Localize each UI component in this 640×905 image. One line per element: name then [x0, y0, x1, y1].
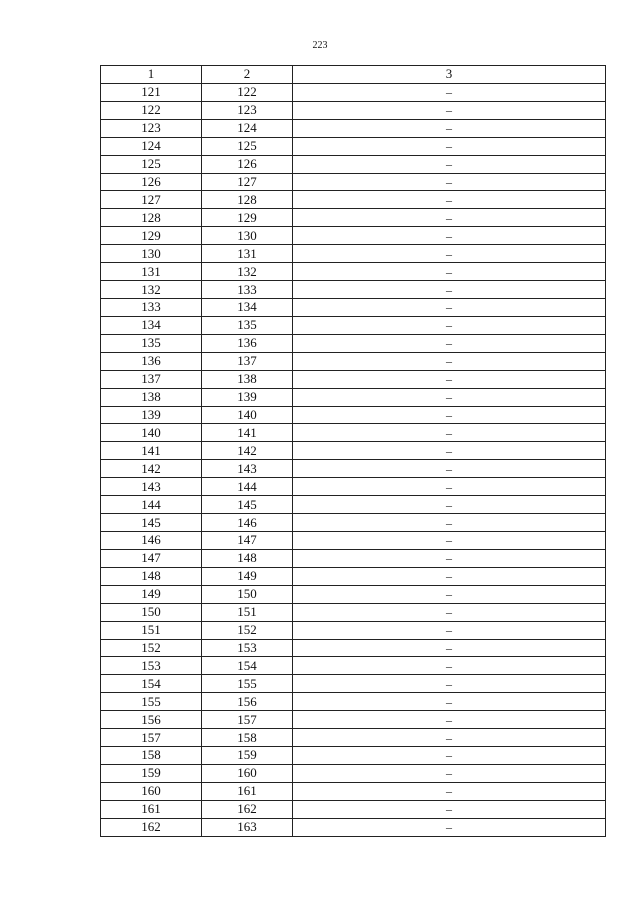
- table-cell: 150: [202, 585, 293, 603]
- table-cell: 156: [202, 693, 293, 711]
- table-cell: 130: [202, 227, 293, 245]
- table-cell: 131: [202, 245, 293, 263]
- table-row: [101, 137, 606, 155]
- column-header: 3: [293, 66, 606, 84]
- table-row: [101, 460, 606, 478]
- table-body: [101, 83, 606, 836]
- table-cell: –: [293, 711, 606, 729]
- table-row: [101, 316, 606, 334]
- table-row: [101, 818, 606, 836]
- table-cell: 152: [202, 621, 293, 639]
- table-cell: 158: [202, 729, 293, 747]
- table-cell: 129: [202, 209, 293, 227]
- table-cell: –: [293, 782, 606, 800]
- table-cell: 143: [101, 478, 202, 496]
- table-row: [101, 101, 606, 119]
- table-cell: –: [293, 424, 606, 442]
- table-row: [101, 639, 606, 657]
- table-cell: 140: [202, 406, 293, 424]
- table-cell: –: [293, 334, 606, 352]
- table-cell: –: [293, 496, 606, 514]
- table-row: [101, 173, 606, 191]
- table-cell: 133: [101, 298, 202, 316]
- table-cell: 145: [202, 496, 293, 514]
- table-cell: –: [293, 531, 606, 549]
- table-cell: 142: [202, 442, 293, 460]
- table-row: [101, 621, 606, 639]
- table-row: [101, 711, 606, 729]
- table-cell: 160: [202, 764, 293, 782]
- table-cell: –: [293, 603, 606, 621]
- table-cell: 135: [101, 334, 202, 352]
- table-row: [101, 209, 606, 227]
- table-row: [101, 729, 606, 747]
- table-row: [101, 514, 606, 532]
- table-cell: 141: [202, 424, 293, 442]
- table-cell: 151: [202, 603, 293, 621]
- table-cell: –: [293, 352, 606, 370]
- table-cell: 161: [101, 800, 202, 818]
- table-cell: 126: [202, 155, 293, 173]
- table-cell: 138: [202, 370, 293, 388]
- table-cell: 133: [202, 281, 293, 299]
- table-cell: 148: [202, 549, 293, 567]
- table-cell: –: [293, 747, 606, 765]
- table-cell: 125: [202, 137, 293, 155]
- table-cell: 159: [101, 764, 202, 782]
- table-row: [101, 747, 606, 765]
- table-cell: 135: [202, 316, 293, 334]
- table-cell: –: [293, 729, 606, 747]
- table-row: [101, 478, 606, 496]
- table-row: [101, 83, 606, 101]
- table-row: [101, 549, 606, 567]
- table-row: [101, 764, 606, 782]
- table-cell: –: [293, 675, 606, 693]
- table-cell: 149: [101, 585, 202, 603]
- table-row: [101, 388, 606, 406]
- table-cell: 142: [101, 460, 202, 478]
- table-cell: 122: [202, 83, 293, 101]
- table-row: [101, 800, 606, 818]
- table-cell: –: [293, 621, 606, 639]
- table-cell: –: [293, 209, 606, 227]
- table-cell: 149: [202, 567, 293, 585]
- table-row: [101, 406, 606, 424]
- column-header: 1: [101, 66, 202, 84]
- table-cell: 144: [202, 478, 293, 496]
- table-cell: 163: [202, 818, 293, 836]
- table-row: [101, 693, 606, 711]
- table-cell: 156: [101, 711, 202, 729]
- table-cell: 139: [101, 406, 202, 424]
- table-cell: –: [293, 818, 606, 836]
- table-cell: 145: [101, 514, 202, 532]
- table-cell: 155: [101, 693, 202, 711]
- table-cell: 128: [101, 209, 202, 227]
- table-cell: 138: [101, 388, 202, 406]
- table-cell: –: [293, 316, 606, 334]
- table-cell: –: [293, 388, 606, 406]
- table-cell: 155: [202, 675, 293, 693]
- table-row: [101, 263, 606, 281]
- table-cell: 127: [202, 173, 293, 191]
- page-number: 223: [312, 40, 328, 51]
- table-cell: 154: [202, 657, 293, 675]
- table-row: [101, 334, 606, 352]
- table-cell: 130: [101, 245, 202, 263]
- table-cell: –: [293, 442, 606, 460]
- table-cell: 162: [202, 800, 293, 818]
- table-cell: –: [293, 281, 606, 299]
- table-row: [101, 567, 606, 585]
- table-row: [101, 281, 606, 299]
- table-row: [101, 585, 606, 603]
- table-cell: –: [293, 101, 606, 119]
- table-cell: 146: [101, 531, 202, 549]
- table-cell: 153: [202, 639, 293, 657]
- table-cell: 136: [101, 352, 202, 370]
- table-row: [101, 191, 606, 209]
- table-cell: 122: [101, 101, 202, 119]
- table-cell: 150: [101, 603, 202, 621]
- table-cell: 126: [101, 173, 202, 191]
- table-cell: 131: [101, 263, 202, 281]
- table-row: [101, 298, 606, 316]
- table-cell: 153: [101, 657, 202, 675]
- table-cell: –: [293, 137, 606, 155]
- table-cell: –: [293, 173, 606, 191]
- table-row: [101, 155, 606, 173]
- table-cell: –: [293, 639, 606, 657]
- table-cell: 147: [202, 531, 293, 549]
- table-cell: –: [293, 370, 606, 388]
- table-cell: 132: [101, 281, 202, 299]
- table-cell: –: [293, 119, 606, 137]
- table-cell: 137: [202, 352, 293, 370]
- table-cell: 147: [101, 549, 202, 567]
- table-cell: 146: [202, 514, 293, 532]
- table-row: [101, 496, 606, 514]
- table-cell: 128: [202, 191, 293, 209]
- table-cell: 140: [101, 424, 202, 442]
- table-cell: 139: [202, 388, 293, 406]
- table-cell: 123: [202, 101, 293, 119]
- table-cell: –: [293, 549, 606, 567]
- table-cell: 134: [101, 316, 202, 334]
- table-cell: 124: [202, 119, 293, 137]
- data-table: [100, 65, 606, 837]
- table-cell: 134: [202, 298, 293, 316]
- table-cell: –: [293, 298, 606, 316]
- table-cell: 162: [101, 818, 202, 836]
- table-cell: 160: [101, 782, 202, 800]
- table-cell: –: [293, 406, 606, 424]
- table-cell: 124: [101, 137, 202, 155]
- table-row: [101, 782, 606, 800]
- table-row: [101, 603, 606, 621]
- table-cell: 158: [101, 747, 202, 765]
- table-cell: –: [293, 191, 606, 209]
- table-cell: –: [293, 693, 606, 711]
- table-cell: 123: [101, 119, 202, 137]
- table-cell: 157: [202, 711, 293, 729]
- table-row: [101, 227, 606, 245]
- column-header: 2: [202, 66, 293, 84]
- table-row: [101, 245, 606, 263]
- table-row: [101, 370, 606, 388]
- table-cell: 132: [202, 263, 293, 281]
- table-cell: 161: [202, 782, 293, 800]
- table-cell: 141: [101, 442, 202, 460]
- table-cell: 129: [101, 227, 202, 245]
- table-row: [101, 424, 606, 442]
- table-cell: –: [293, 245, 606, 263]
- table-cell: –: [293, 263, 606, 281]
- table-row: [101, 675, 606, 693]
- table-cell: –: [293, 514, 606, 532]
- table-header-row: [101, 66, 606, 84]
- table-row: [101, 531, 606, 549]
- table-cell: –: [293, 478, 606, 496]
- table-cell: 151: [101, 621, 202, 639]
- table-cell: 127: [101, 191, 202, 209]
- table-cell: 144: [101, 496, 202, 514]
- table-cell: –: [293, 800, 606, 818]
- table-row: [101, 352, 606, 370]
- table-cell: –: [293, 657, 606, 675]
- table-cell: –: [293, 155, 606, 173]
- table-cell: 154: [101, 675, 202, 693]
- table-cell: –: [293, 83, 606, 101]
- table-row: [101, 119, 606, 137]
- table-cell: 143: [202, 460, 293, 478]
- table-cell: 125: [101, 155, 202, 173]
- table-cell: 137: [101, 370, 202, 388]
- table-cell: 157: [101, 729, 202, 747]
- table-cell: –: [293, 764, 606, 782]
- table-cell: –: [293, 460, 606, 478]
- table-cell: –: [293, 585, 606, 603]
- table-cell: 136: [202, 334, 293, 352]
- table-cell: 121: [101, 83, 202, 101]
- table-cell: 148: [101, 567, 202, 585]
- table-cell: 152: [101, 639, 202, 657]
- table-cell: –: [293, 227, 606, 245]
- table-row: [101, 657, 606, 675]
- table-cell: 159: [202, 747, 293, 765]
- table-row: [101, 442, 606, 460]
- table-cell: –: [293, 567, 606, 585]
